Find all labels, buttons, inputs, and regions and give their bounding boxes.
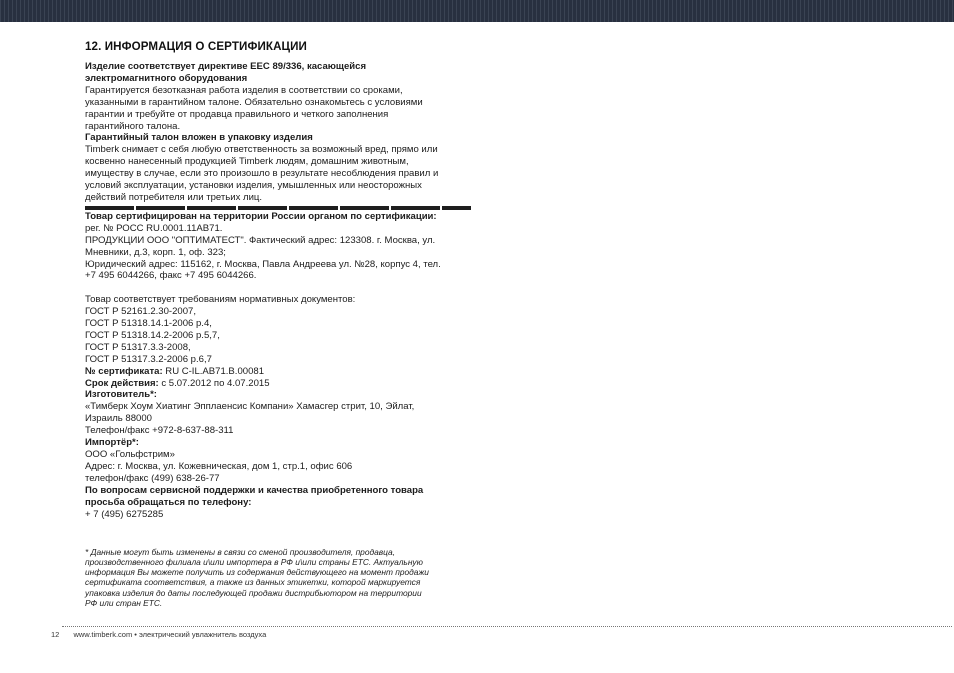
standard-item: ГОСТ Р 52161.2.30-2007, [85, 306, 196, 318]
importer-label: Импортёр*: [85, 437, 139, 449]
certificate-number-value: RU C-IL.АВ71.В.00081 [162, 365, 264, 377]
footnote [85, 547, 471, 608]
footnote-line: сертификата соответствия, а также из данных этикетки, которой маркируется [85, 577, 421, 588]
manufacturer-line: «Тимберк Хоум Хиатинг Эпплаенсис Компани» Хамасгер стрит, 10, Эйлат, [85, 401, 415, 413]
footer-text: www.timberk.com • электрический увлажнитель воздуха [73, 630, 267, 639]
warranty-text-line: имуществу в случае, если это произошло в результате несоблюдения правил и [85, 168, 439, 180]
footnote-line: производственного филиала и\или импортера в РФ и\или страны ЕТС. Актуальную [85, 557, 423, 568]
standard-item: ГОСТ Р 51318.14.1-2006 р.4, [85, 318, 212, 330]
footnote-line: * Данные могут быть изменены в связи со сменой производителя, продавца, [85, 547, 396, 557]
certification-section [85, 40, 475, 520]
warranty-text-line: действий потребителя или третьих лиц. [85, 191, 263, 203]
support-heading-line-1: По вопросам сервисной поддержки и качества приобретенного товара [85, 484, 424, 496]
importer-line: Адрес: г. Москва, ул. Кожевническая, дом 1, стр.1, офис 606 [85, 460, 353, 472]
section-title: 12. ИНФОРМАЦИЯ О СЕРТИФИКАЦИИ [85, 40, 307, 53]
manufacturer-line: Телефон/факс +972-8-637-88-311 [85, 425, 234, 437]
standard-item: ГОСТ Р 51317.3.3-2008, [85, 341, 191, 353]
page-number: 12 [51, 630, 60, 639]
directive-text-line: Гарантируется безотказная работа изделия в соответствии со сроками, [85, 84, 403, 96]
directive-heading-line-2: электромагнитного оборудования [85, 72, 248, 84]
importer-line: телефон/факс (499) 638-26-77 [85, 472, 220, 484]
standard-item: ГОСТ Р 51318.14.2-2006 р.5,7, [85, 329, 220, 341]
certificate-number [85, 366, 475, 378]
blank-line [85, 282, 475, 294]
certification-text-line: Юридический адрес: 115162, г. Москва, Павла Андреева ул. №28, корпус 4, тел. [85, 258, 441, 270]
standard-item: ГОСТ Р 51317.3.2-2006 р.6,7 [85, 353, 212, 365]
certificate-validity-label: Срок действия: [85, 377, 159, 389]
directive-text-line: гарантийного талона. [85, 120, 181, 132]
directive-heading-line-1: Изделие соответствует директиве EEC 89/336, касающейся [85, 61, 367, 72]
certification-text-line: рег. № РОСС RU.0001.11АВ71. [85, 222, 223, 234]
footnote-line: РФ или стран ЕТС. [85, 597, 163, 608]
warranty-text-line: косвенно нанесенный продукцией Timberk людям, домашним животным, [85, 156, 409, 168]
warranty-text-line: Timberk снимает с себя любую ответственность за возможный вред, прямо или [85, 144, 438, 156]
certification-text-line: ПРОДУКЦИИ ООО "ОПТИМАТЕСТ". Фактический адрес: 123308. г. Москва, ул. [85, 234, 436, 246]
support-heading-line-2: просьба обращаться по телефону: [85, 496, 252, 508]
page-footer [51, 630, 266, 639]
certificate-validity [85, 378, 475, 390]
standards-intro: Товар соответствует требованиям нормативных документов: [85, 294, 356, 306]
importer-line: ООО «Гольфстрим» [85, 448, 175, 460]
certification-heading: Товар сертифицирован на территории России органом по сертификации: [85, 210, 437, 222]
footnote-line: информация Вы можете получить из содержания действующего на момент продажи [85, 567, 429, 578]
top-decorative-band [0, 0, 954, 22]
manufacturer-label: Изготовитель*: [85, 389, 157, 401]
certification-text-line: Мневники, д.3, корп. 1, оф. 323; [85, 246, 226, 258]
footnote-line: упаковка изделия до даты последующей продажи дистрибьютором на территории [85, 587, 422, 598]
certification-text-line: +7 495 6044266, факс +7 495 6044266. [85, 270, 257, 282]
manufacturer-line: Израиль 88000 [85, 413, 152, 425]
warranty-text-line: условий эксплуатации, установки изделия, умышленных или неосторожных [85, 180, 422, 192]
section-divider [85, 206, 471, 210]
directive-text-line: гарантии и требуйте от продавца правильного и четкого заполнения [85, 108, 389, 120]
directive-text-line: указанными в гарантийном талоне. Обязательно ознакомьтесь с условиями [85, 96, 423, 108]
certificate-number-label: № сертификата: [85, 365, 163, 377]
support-phone: + 7 (495) 6275285 [85, 508, 164, 520]
warranty-heading: Гарантийный талон вложен в упаковку изделия [85, 132, 313, 144]
footer-divider [62, 626, 952, 627]
certificate-validity-value: с 5.07.2012 по 4.07.2015 [158, 377, 270, 389]
